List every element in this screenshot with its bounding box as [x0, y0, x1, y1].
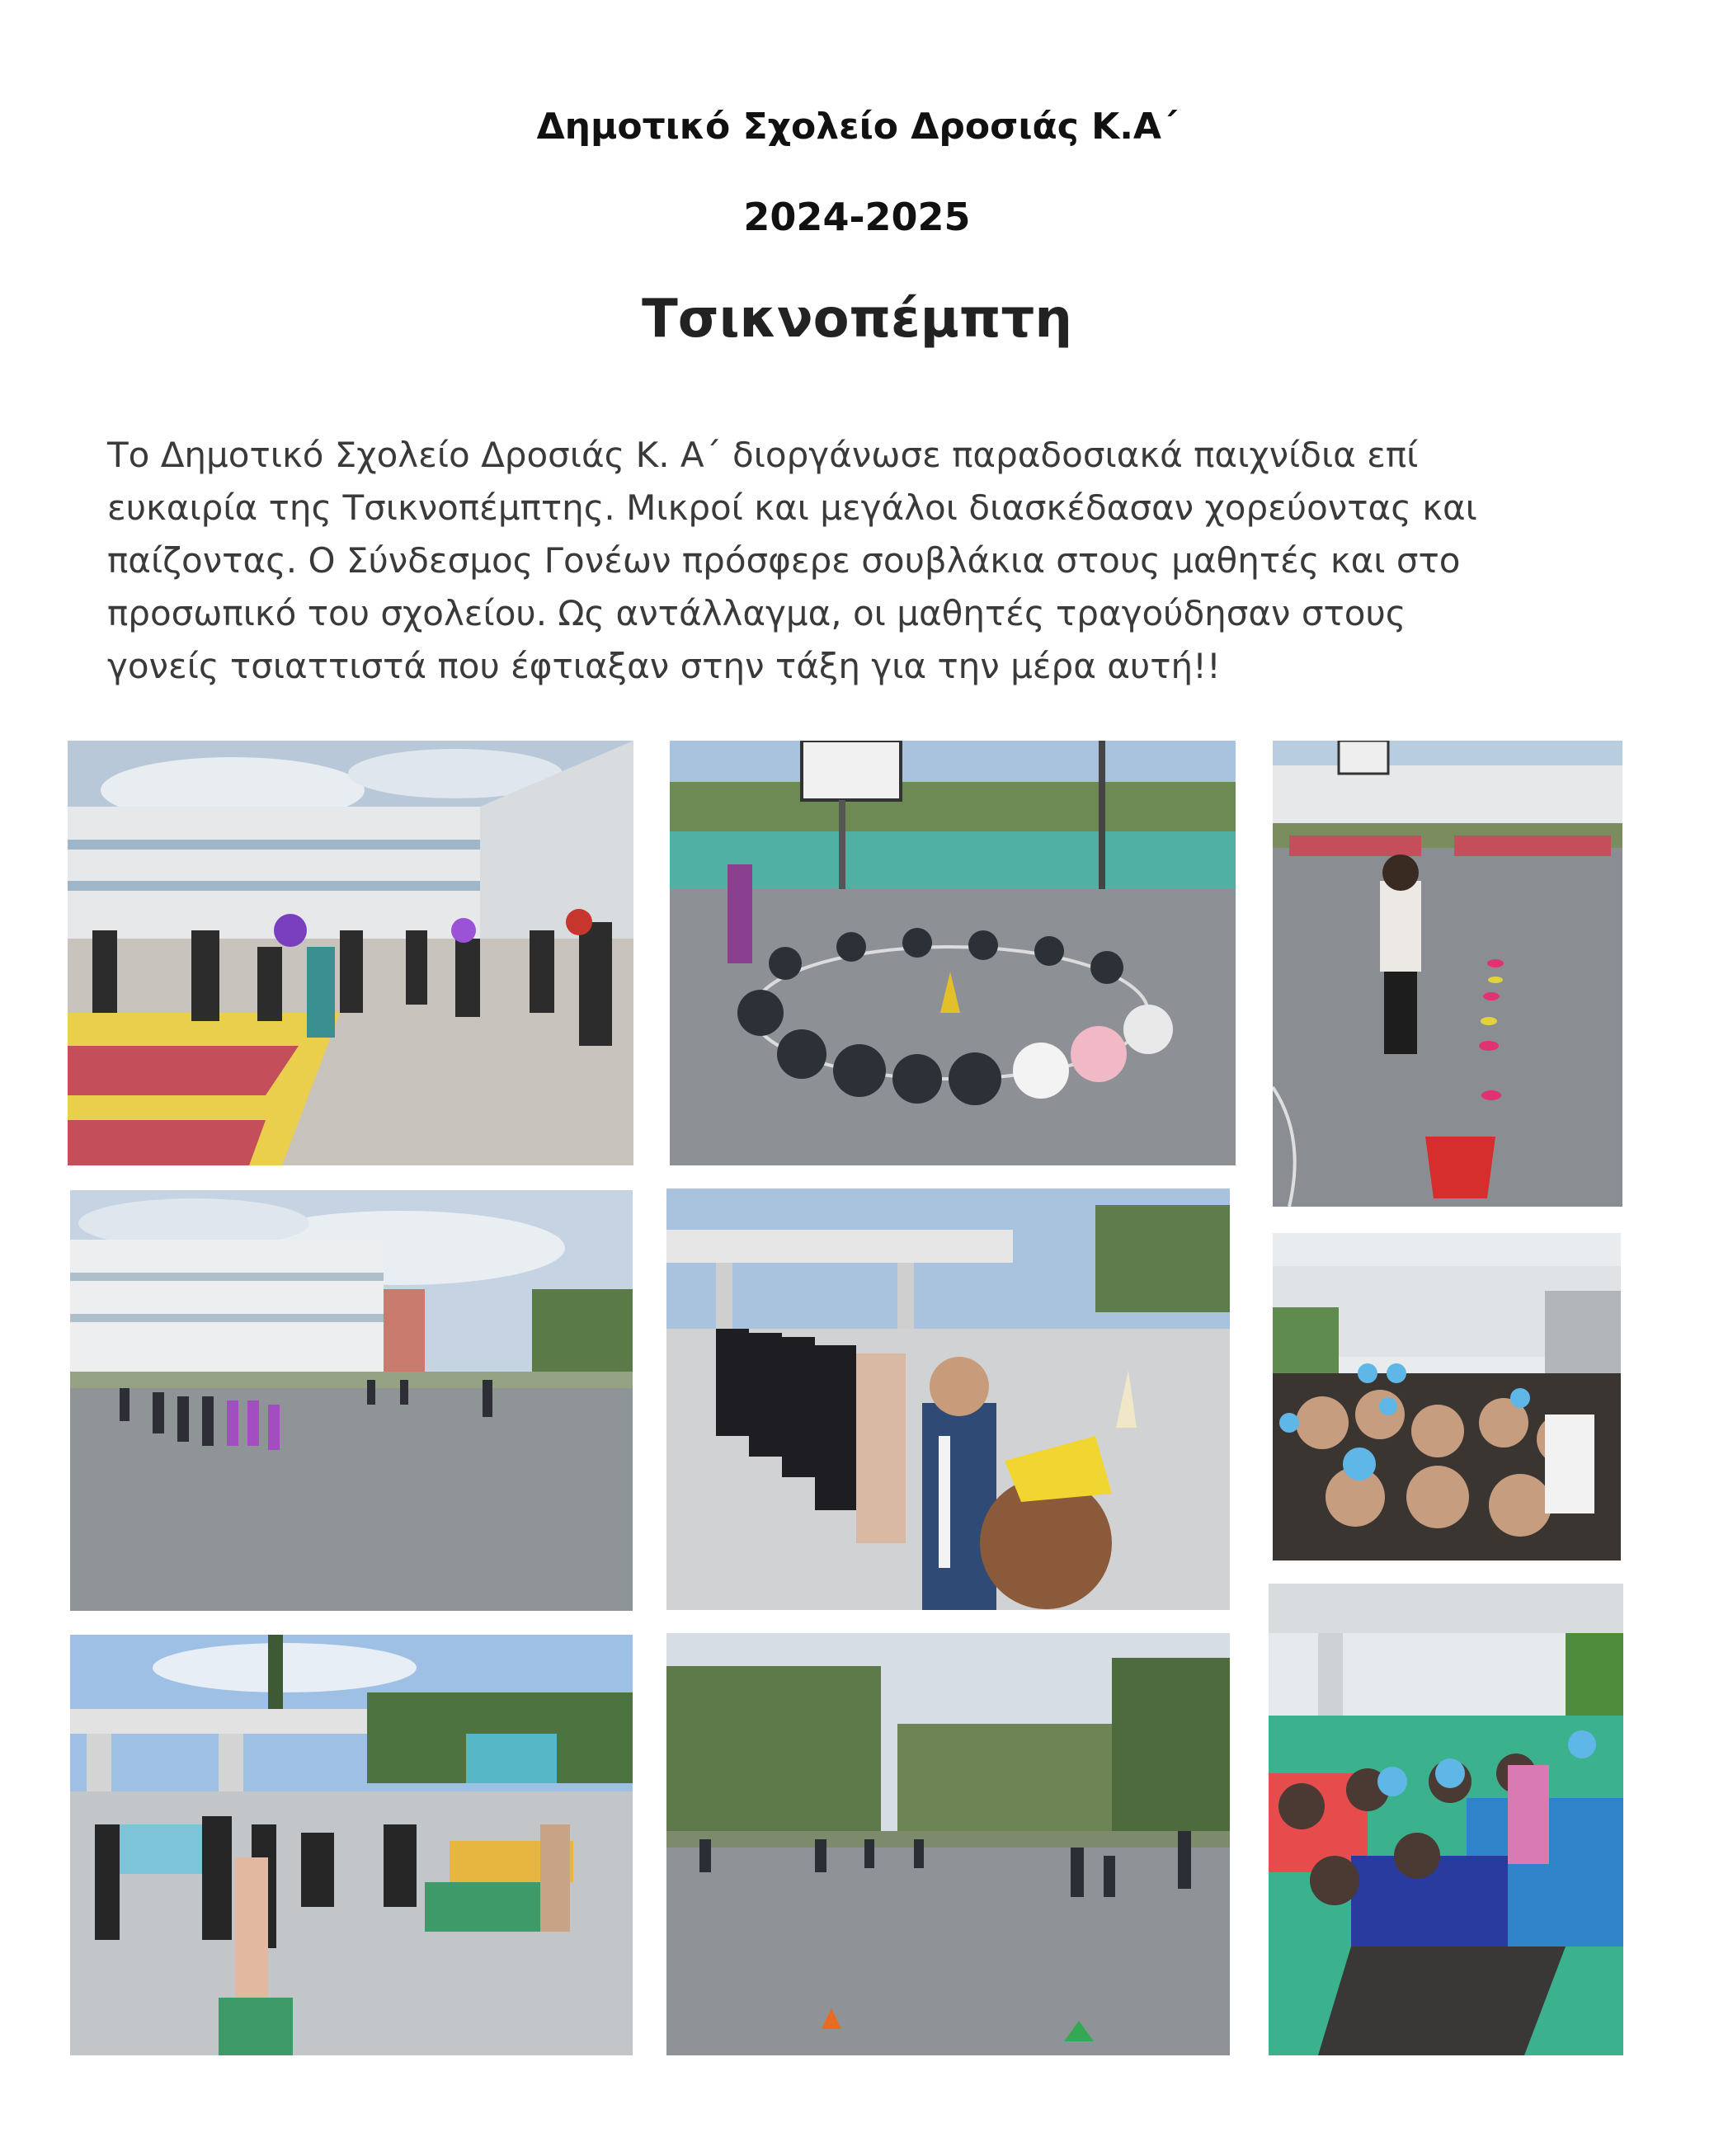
paragraph-line: προσωπικό του σχολείου. Ως αντάλλαγμα, οι μαθητές τραγούδησαν στους [107, 593, 1406, 633]
paragraph-line: ευκαιρία της Τσικνοπέμπτης. Μικροί και μεγάλοι διασκέδασαν χορεύοντας και [107, 487, 1477, 528]
paragraph-line: γονείς τσιαττιστά που έφτιαξαν στην τάξη για την μέρα αυτή!! [107, 646, 1221, 686]
photo-hopscotch-play [70, 1635, 633, 2055]
photo-picnic-blankets [1269, 1584, 1623, 2055]
photo-schoolyard-costumes [68, 741, 633, 1165]
paragraph-line: Το Δημοτικό Σχολείο Δροσιάς Κ. Α΄ διοργάνωσε παραδοσιακά παιχνίδια επί [107, 435, 1419, 475]
school-year: 2024-2025 [743, 195, 971, 239]
page-title: Τσικνοπέμπτη [642, 289, 1072, 350]
photo-field-running [666, 1633, 1230, 2055]
photo-relay-course [1273, 741, 1622, 1207]
paragraph-line: παίζοντας. Ο Σύνδεσμος Γονέων πρόσφερε σουβλάκια στους μαθητές και στο [107, 540, 1461, 581]
photo-classroom-group [1273, 1233, 1621, 1561]
photo-circle-game [670, 741, 1236, 1165]
school-name: Δημοτικό Σχολείο Δροσιάς Κ.Α΄ [536, 106, 1178, 148]
photo-field-line [70, 1190, 633, 1611]
article-paragraph [107, 429, 1608, 693]
photo-children-lineup [666, 1189, 1230, 1610]
